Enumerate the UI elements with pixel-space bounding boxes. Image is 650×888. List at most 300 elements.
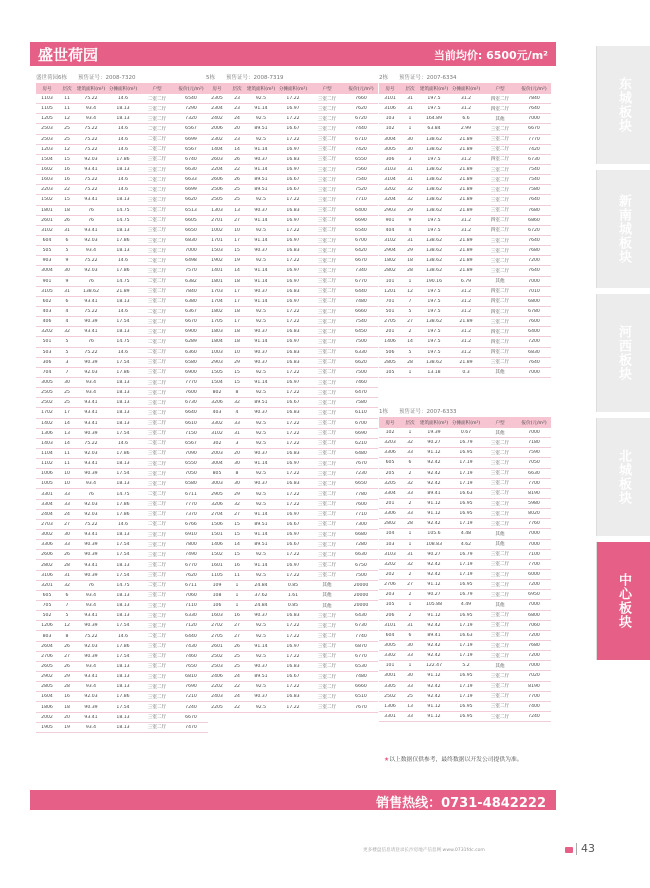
table-cell: 90.37 — [254, 349, 268, 355]
table-cell: 13.18 — [427, 369, 441, 375]
table-cell: 3206 — [211, 501, 223, 507]
table-cell: 90.37 — [254, 248, 268, 254]
table-cell: 14.6 — [117, 96, 129, 102]
table-cell: 3 — [65, 359, 69, 365]
table-cell: 17.22 — [286, 491, 300, 497]
side-tab-east[interactable] — [596, 46, 650, 164]
table-cell: 2802 — [384, 521, 396, 527]
table-cell: 三室二厅 — [147, 654, 167, 660]
table-cell: 21.89 — [459, 258, 473, 264]
table-cell: 108.83 — [425, 541, 443, 547]
table-cell: 2402 — [211, 116, 223, 122]
table-cell: 10 — [234, 349, 240, 355]
table-cell: 138.62 — [425, 177, 443, 183]
footer-bar — [30, 790, 556, 810]
table-cell: 1802 — [211, 309, 223, 315]
side-tab-hexi[interactable] — [596, 294, 650, 412]
table-cell: 12 — [407, 288, 413, 294]
table-cell: 三室二厅 — [317, 228, 337, 234]
table-cell: 1303 — [211, 207, 223, 213]
table-row — [379, 297, 551, 307]
table-cell: 7320 — [185, 116, 197, 122]
table-cell: 17.22 — [286, 197, 300, 203]
table-cell: 4 — [65, 309, 69, 315]
table-cell: 2506 — [211, 187, 223, 193]
table-cell: 三室二厅 — [147, 106, 167, 112]
table-cell: 1103 — [41, 96, 53, 102]
table-cell: 26 — [64, 643, 70, 649]
table-cell: 7240 — [185, 704, 197, 710]
table-cell: 6860 — [528, 217, 540, 223]
table-cell: 四室二厅 — [490, 329, 510, 335]
table-cell: 90.37 — [254, 481, 268, 487]
table-cell: 7000 — [185, 248, 197, 254]
table-building-5 — [206, 74, 378, 713]
table-cell: 2003 — [211, 450, 223, 456]
table-cell: 四室二厅 — [490, 96, 510, 102]
table-row — [36, 723, 208, 733]
table-cell: 18.13 — [116, 674, 130, 680]
table-cell: 1 — [408, 430, 412, 436]
table-cell: 7440 — [355, 126, 367, 132]
table-cell: 16.83 — [286, 481, 300, 487]
side-tab-center[interactable] — [596, 542, 650, 660]
table-cell: 92.5 — [255, 136, 267, 142]
table-cell: 20000 — [353, 592, 369, 598]
table-cell: 1501 — [211, 532, 223, 538]
table-cell: 16.97 — [286, 298, 300, 304]
table-cell: 6000 — [528, 572, 540, 578]
table-row — [206, 652, 378, 662]
table-cell: 14.75 — [116, 217, 130, 223]
side-tab-new-south[interactable] — [596, 170, 650, 288]
table-row — [379, 165, 551, 175]
table-cell: 6620 — [185, 197, 197, 203]
table-cell: 31 — [407, 177, 413, 183]
table-cell: 三室二厅 — [490, 511, 510, 517]
table-cell: 28 — [64, 684, 70, 690]
table-row — [379, 560, 551, 570]
table-cell: 91.12 — [427, 612, 441, 618]
table-cell: 17.22 — [286, 227, 300, 233]
table-cell: 三室二厅 — [147, 380, 167, 386]
table-row — [206, 682, 378, 692]
table-cell: 91.14 — [254, 106, 268, 112]
table-cell: 3306 — [384, 511, 396, 517]
table-cell: 92.42 — [427, 622, 441, 628]
table-cell: 6770 — [355, 278, 367, 284]
table-cell: 5980 — [528, 501, 540, 507]
table-cell: 三室二厅 — [147, 197, 167, 203]
table-cell: 三室二厅 — [147, 471, 167, 477]
table-cell: 3304 — [384, 490, 396, 496]
table-cell: 22 — [234, 704, 240, 710]
table-cell: 2903 — [384, 207, 396, 213]
table-row — [206, 571, 378, 581]
table-cell: 7480 — [355, 674, 367, 680]
table-cell: 17 — [234, 238, 240, 244]
table-cell: 3101 — [384, 622, 396, 628]
table-cell: 21.89 — [459, 187, 473, 193]
table-row — [36, 94, 208, 104]
table-cell: 16.95 — [459, 511, 473, 517]
table-cell: 7000 — [528, 430, 540, 436]
table-row — [36, 581, 208, 591]
table-cell: 三室二厅 — [490, 471, 510, 477]
table-cell: 7580 — [528, 187, 540, 193]
table-cell: 3004 — [211, 461, 223, 467]
table-cell: 1 — [408, 663, 412, 669]
table-cell: 18.13 — [116, 724, 130, 730]
table-cell: 三室二厅 — [317, 360, 337, 366]
table-cell: 76 — [88, 339, 94, 345]
table-cell: 7200 — [528, 258, 540, 264]
table-cell: 18.13 — [116, 592, 130, 598]
table-row — [206, 429, 378, 439]
table-cell: 三室二厅 — [317, 664, 337, 670]
table-cell: 8 — [235, 390, 239, 396]
table-cell: 三室二厅 — [147, 573, 167, 579]
table-cell: 31.2 — [460, 309, 472, 315]
table-cell: 6440 — [185, 633, 197, 639]
table-cell: 18 — [234, 339, 240, 345]
table-cell: 7050 — [185, 471, 197, 477]
table-row — [36, 135, 208, 145]
table-cell: 7210 — [185, 694, 197, 700]
table-cell: 92.5 — [255, 684, 267, 690]
table-row — [36, 530, 208, 540]
table-cell: 三室二厅 — [490, 450, 510, 456]
table-cell: 17.86 — [116, 268, 130, 274]
table-cell: 15 — [234, 532, 240, 538]
table-cell: 90.27 — [427, 551, 441, 557]
table-row — [206, 459, 378, 469]
table-row — [379, 489, 551, 499]
table-cell: 18.13 — [116, 380, 130, 385]
table-cell: 1503 — [211, 248, 223, 254]
table-cell: 7570 — [185, 268, 197, 274]
table-cell: 138.62 — [425, 207, 443, 213]
table-cell: 31 — [64, 227, 70, 233]
table-cell: 605 — [42, 592, 52, 598]
table-cell: 四室二厅 — [490, 309, 510, 315]
table-cell: 三室二厅 — [317, 147, 337, 153]
table-cell: 31 — [64, 288, 70, 294]
table-row — [206, 287, 378, 297]
table-row — [206, 378, 378, 388]
table-cell: 17.22 — [286, 684, 300, 690]
table-row — [206, 266, 378, 276]
table-cell: 92.5 — [255, 572, 267, 578]
table-cell: 31.2 — [460, 329, 472, 335]
table-header-row — [36, 83, 208, 94]
table-cell: 1104 — [41, 450, 53, 456]
table-row — [36, 185, 208, 195]
table-cell: 6630 — [355, 552, 367, 558]
column-header: 层次 — [232, 86, 242, 92]
table-cell: 91.14 — [254, 380, 268, 385]
table-cell: 104 — [385, 531, 395, 537]
table-cell: 三室二厅 — [317, 654, 337, 660]
table-cell: 1105 — [41, 106, 53, 112]
table-cell: 197.5 — [427, 309, 441, 315]
table-cell: 1006 — [41, 471, 53, 477]
table-row — [36, 317, 208, 327]
table-row — [206, 348, 378, 358]
table-cell: 6750 — [355, 562, 367, 568]
table-cell: 91.12 — [427, 714, 441, 719]
table-cell: 1702 — [41, 410, 53, 416]
table-cell: 16.83 — [286, 248, 300, 254]
table-cell: 93.41 — [84, 461, 98, 467]
table-cell: 26 — [64, 217, 70, 223]
table-cell: 三室二厅 — [490, 592, 510, 598]
table-cell: 24.84 — [254, 582, 268, 588]
table-row — [379, 458, 551, 468]
column-header: 房号 — [385, 86, 395, 92]
table-cell: 三室二厅 — [147, 512, 167, 518]
table-cell: 75.22 — [84, 187, 98, 193]
column-header: 建筑面积(m²) — [246, 86, 276, 92]
table-row — [379, 256, 551, 266]
table-cell: 138.62 — [425, 136, 443, 142]
table-row — [206, 631, 378, 641]
table-cell: 2802 — [384, 268, 396, 274]
table-cell: 7480 — [355, 298, 367, 304]
table-cell: 21.89 — [459, 146, 473, 152]
table-cell: 2503 — [41, 136, 53, 142]
table-cell: 17 — [234, 288, 240, 294]
table-cell: 17.54 — [116, 319, 130, 325]
table-cell: 其他 — [495, 663, 505, 669]
table-cell: 三室二厅 — [490, 147, 510, 153]
table-cell: 14 — [407, 339, 413, 345]
table-cell: 三室二厅 — [317, 542, 337, 548]
table-cell: 17.54 — [116, 653, 130, 659]
table-building-1 — [379, 408, 551, 722]
table-cell: 91.14 — [254, 511, 268, 517]
table-cell: 3203 — [384, 440, 396, 446]
table-row — [36, 682, 208, 692]
table-cell: 18.13 — [116, 248, 130, 254]
table-cell: 14.75 — [116, 278, 130, 284]
table-cell: 17 — [234, 319, 240, 325]
table-cell: 16 — [234, 613, 240, 619]
table-cell: 6740 — [185, 156, 197, 162]
table-cell: 18.13 — [116, 298, 130, 304]
table-cell: 16.67 — [286, 400, 300, 406]
table-cell: 29 — [234, 491, 240, 497]
table-cell: 7640 — [528, 106, 540, 112]
table-cell: 三室二厅 — [490, 653, 510, 659]
table-cell: 16.95 — [459, 703, 473, 709]
table-cell: 16.97 — [286, 380, 300, 385]
table-cell: 三室二厅 — [317, 563, 337, 569]
table-cell: 7370 — [185, 511, 197, 517]
table-cell: 三室二厅 — [147, 116, 167, 122]
table-cell: 7660 — [355, 96, 367, 102]
side-tab-label: 北城板块 — [616, 449, 631, 505]
table-cell: 7780 — [355, 491, 367, 497]
table-cell: 三室二厅 — [147, 299, 167, 305]
table-cell: 33 — [407, 683, 413, 689]
table-cell: 6710 — [355, 136, 367, 142]
table-cell: 1102 — [41, 461, 53, 467]
table-cell: 11 — [64, 461, 70, 467]
table-cell: 32 — [64, 582, 70, 588]
table-cell: 14.6 — [117, 309, 129, 315]
table-cell: 18.13 — [116, 227, 130, 233]
table-cell: 18.13 — [116, 106, 130, 112]
table-cell: 三室二厅 — [147, 694, 167, 700]
table-cell: 6450 — [355, 329, 367, 335]
table-cell: 14.6 — [117, 187, 129, 193]
table-cell: 三室二厅 — [317, 441, 337, 447]
table-cell: 31.2 — [460, 217, 472, 223]
table-cell: 其他 — [495, 531, 505, 537]
table-cell: 23 — [234, 106, 240, 112]
table-cell: 91.14 — [254, 217, 268, 223]
table-cell: 89.41 — [427, 632, 441, 638]
table-cell: 17.54 — [116, 471, 130, 477]
table-cell: 四室二厅 — [490, 289, 510, 295]
table-cell: 6690 — [355, 430, 367, 436]
table-cell: 3201 — [41, 582, 53, 588]
side-tab-north[interactable] — [596, 418, 650, 536]
table-cell: 197.5 — [427, 106, 441, 112]
table-cell: 17.19 — [459, 521, 473, 527]
table-cell: 25 — [234, 663, 240, 669]
table-row — [379, 529, 551, 539]
table-cell: 18 — [234, 309, 240, 315]
table-row — [206, 550, 378, 560]
table-cell: 7740 — [355, 633, 367, 639]
table-cell: 6711 — [185, 491, 197, 497]
table-cell: 19 — [64, 724, 70, 730]
table-cell: 138.62 — [425, 319, 443, 325]
table-cell: 7700 — [528, 693, 540, 699]
table-cell: 5 — [408, 349, 412, 355]
table-cell: 92.5 — [255, 116, 267, 122]
table-cell: 93.4 — [85, 603, 97, 609]
table-cell: 6400 — [528, 329, 540, 335]
table-cell: 90.37 — [254, 613, 268, 619]
table-cell: 三室二厅 — [317, 96, 337, 102]
table-cell: 7520 — [355, 187, 367, 193]
table-cell: 3004 — [41, 268, 53, 274]
table-cell: 6690 — [355, 217, 367, 223]
table-cell: 三室二厅 — [147, 613, 167, 619]
table-cell: 28 — [64, 562, 70, 568]
table-cell: 6580 — [185, 481, 197, 487]
table-row — [36, 489, 208, 499]
table-cell: 138.62 — [425, 258, 443, 264]
table-cell: 15 — [234, 369, 240, 375]
table-cell: 3103 — [384, 167, 396, 173]
table-cell: 91.14 — [254, 339, 268, 345]
table-cell: 6660 — [355, 684, 367, 690]
table-cell: 93.41 — [84, 420, 98, 426]
table-cell: 二室二厅 — [147, 218, 167, 224]
table-cell: 25 — [64, 136, 70, 142]
table-cell: 19.39 — [427, 430, 441, 436]
table-cell: 23 — [234, 96, 240, 102]
table-row — [379, 671, 551, 681]
table-cell: 32 — [234, 400, 240, 406]
table-cell: 6870 — [355, 643, 367, 649]
table-cell: 14.6 — [117, 146, 129, 152]
table-cell: 三室二厅 — [147, 684, 167, 690]
table-row — [36, 246, 208, 256]
column-header: 房号 — [42, 86, 52, 92]
table-cell: 103 — [385, 116, 395, 122]
table-cell: 93.41 — [84, 329, 98, 335]
table-cell: 17 — [64, 410, 70, 416]
table-row — [36, 601, 208, 611]
table-cell: 93.41 — [84, 674, 98, 680]
table-cell: 6830 — [185, 238, 197, 244]
table-cell: 7420 — [528, 146, 540, 152]
table-cell: 三室二厅 — [147, 431, 167, 437]
table-cell: 14.75 — [116, 207, 130, 213]
table-cell: 16.83 — [286, 349, 300, 355]
table-cell: 三室二厅 — [147, 390, 167, 396]
table-cell: 106 — [212, 603, 222, 609]
table-cell: 90.37 — [254, 410, 268, 416]
table-cell: 7290 — [185, 106, 197, 112]
table-cell: 92.5 — [255, 653, 267, 659]
table-cell: 2701 — [211, 217, 223, 223]
table-cell: 6513 — [185, 207, 197, 213]
table-cell: 7770 — [528, 136, 540, 142]
table-cell: 93.4 — [85, 380, 97, 385]
table-cell: 7800 — [185, 542, 197, 548]
table-row — [206, 469, 378, 479]
table-cell: 90.39 — [84, 471, 98, 477]
table-row — [206, 702, 378, 712]
table-row — [36, 104, 208, 114]
table-row — [206, 672, 378, 682]
table-cell: 1902 — [211, 258, 223, 264]
table-cell: 三室二厅 — [147, 228, 167, 234]
table-cell: 6 — [408, 632, 412, 638]
table-row — [206, 226, 378, 236]
table-cell: 14 — [234, 146, 240, 152]
table-cell: 403 — [212, 410, 222, 416]
table-cell: 4 — [408, 227, 412, 233]
table-cell: 7690 — [185, 684, 197, 690]
table-cell: 三室二厅 — [317, 502, 337, 508]
table-row — [379, 327, 551, 337]
table-cell: 13 — [234, 207, 240, 213]
table-cell: 三室二厅 — [490, 501, 510, 507]
table-cell: 2706 — [41, 653, 53, 659]
table-cell: 三室二厅 — [490, 633, 510, 639]
table-cell: 91.12 — [427, 582, 441, 588]
table-row — [36, 662, 208, 672]
table-row — [206, 388, 378, 398]
table-cell: 7540 — [355, 319, 367, 325]
table-cell: 7000 — [528, 116, 540, 122]
table-cell: 2606 — [41, 552, 53, 558]
table-row — [36, 500, 208, 510]
table-cell: 602 — [42, 298, 52, 304]
table-cell: 2905 — [211, 491, 223, 497]
table-row — [206, 510, 378, 520]
table-cell: 17.86 — [116, 694, 130, 700]
table-cell: 1801 — [211, 278, 223, 284]
table-cell: 1804 — [211, 339, 223, 345]
